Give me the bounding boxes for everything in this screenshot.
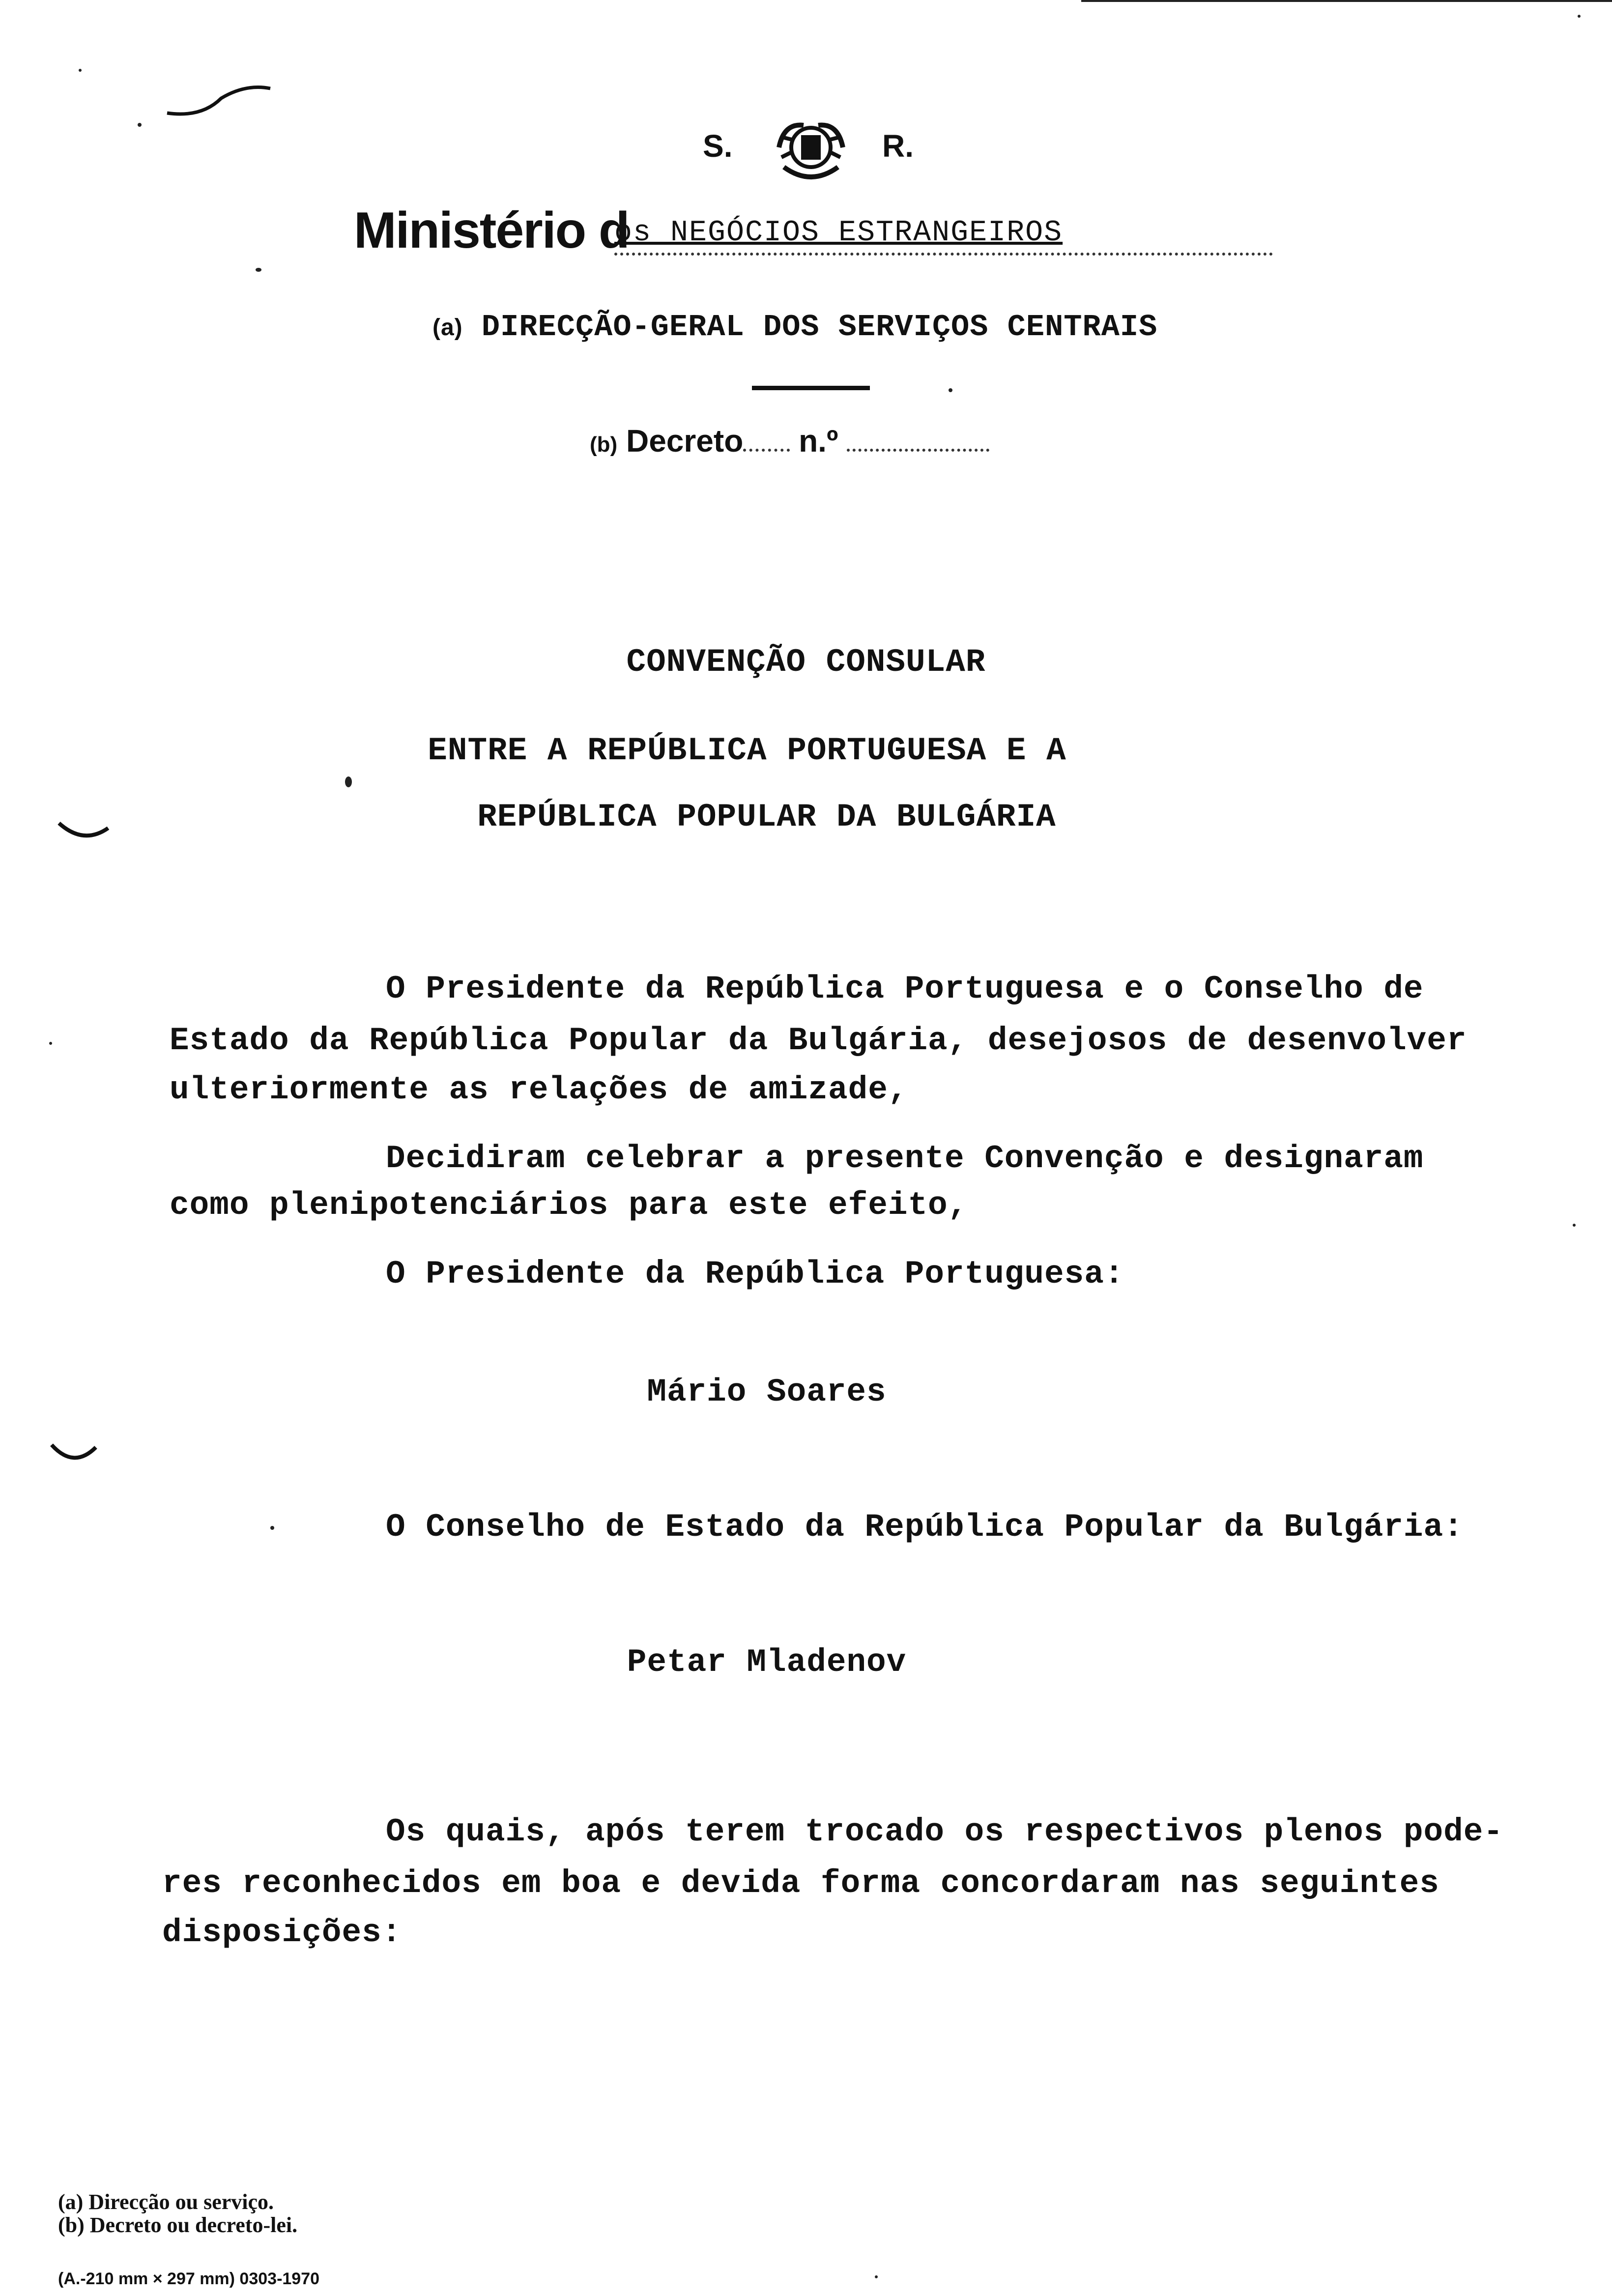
form-code: (A.-210 mm × 297 mm) 0303-1970 bbox=[58, 2269, 320, 2288]
paragraph-1-line-3: ulteriormente as relações de amizade, bbox=[170, 1071, 908, 1108]
coat-of-arms-icon bbox=[774, 113, 848, 187]
speck bbox=[345, 776, 352, 787]
paragraph-5-line-1: Os quais, após terem trocado os respectivos plenos pode- bbox=[386, 1813, 1503, 1850]
paragraph-4: O Conselho de Estado da República Popular da Bulgária: bbox=[386, 1509, 1464, 1546]
paragraph-3: O Presidente da República Portuguesa: bbox=[386, 1256, 1124, 1292]
footnote-b: (b) Decreto ou decreto-lei. bbox=[58, 2213, 298, 2237]
paragraph-5-line-2: res reconhecidos em boa e devida forma concordaram nas seguintes bbox=[162, 1865, 1439, 1902]
letter-r: R. bbox=[882, 128, 914, 164]
decreto-mark: (b) bbox=[590, 432, 618, 457]
plenipotentiary-name-2: Petar Mladenov bbox=[627, 1644, 907, 1681]
ministry-title: Ministério d bbox=[354, 202, 629, 259]
scan-mark-icon bbox=[162, 74, 275, 123]
header-rule bbox=[752, 386, 870, 390]
heading-line-3: REPÚBLICA POPULAR DA BULGÁRIA bbox=[477, 799, 1056, 835]
direccao-mark: (a) bbox=[432, 315, 463, 341]
heading-line-2: ENTRE A REPÚBLICA PORTUGUESA E A bbox=[428, 732, 1066, 769]
direccao-text: DIRECÇÃO-GERAL DOS SERVIÇOS CENTRAIS bbox=[481, 310, 1158, 344]
ministry-name-field bbox=[614, 216, 1273, 256]
paragraph-1-line-1: O Presidente da República Portuguesa e o Conselho de bbox=[386, 971, 1424, 1007]
ministry-name: os NEGÓCIOS ESTRANGEIROS bbox=[614, 216, 1063, 250]
decreto-line bbox=[590, 423, 989, 459]
decreto-label: Decreto bbox=[626, 423, 744, 459]
speck bbox=[79, 69, 82, 72]
paragraph-1-line-2: Estado da República Popular da Bulgária, desejosos de desenvolver bbox=[170, 1022, 1467, 1059]
plenipotentiary-name-1: Mário Soares bbox=[647, 1374, 887, 1410]
numero-label: n.º bbox=[799, 423, 838, 459]
letter-s: S. bbox=[703, 128, 733, 164]
speck bbox=[138, 123, 142, 127]
punch-hole-mark-icon bbox=[47, 1435, 106, 1469]
speck bbox=[256, 268, 261, 272]
paragraph-5-line-3: disposições: bbox=[162, 1914, 402, 1951]
direccao-line bbox=[432, 310, 1157, 344]
paragraph-2-line-1: Decidiram celebrar a presente Convenção e designaram bbox=[386, 1140, 1424, 1177]
speck bbox=[875, 2275, 878, 2278]
punch-hole-mark-icon bbox=[54, 816, 113, 845]
speck bbox=[1578, 15, 1581, 18]
heading-line-1: CONVENÇÃO CONSULAR bbox=[626, 644, 986, 681]
top-border-line bbox=[1081, 0, 1612, 2]
paragraph-2-line-2: como plenipotenciários para este efeito, bbox=[170, 1187, 968, 1224]
decreto-blank bbox=[743, 429, 790, 452]
footnote-a: (a) Direcção ou serviço. bbox=[58, 2190, 274, 2214]
numero-blank bbox=[847, 429, 989, 452]
speck bbox=[949, 388, 952, 392]
speck bbox=[1573, 1224, 1576, 1227]
speck bbox=[49, 1042, 52, 1045]
speck bbox=[270, 1526, 274, 1530]
republic-emblem-header bbox=[688, 113, 934, 187]
